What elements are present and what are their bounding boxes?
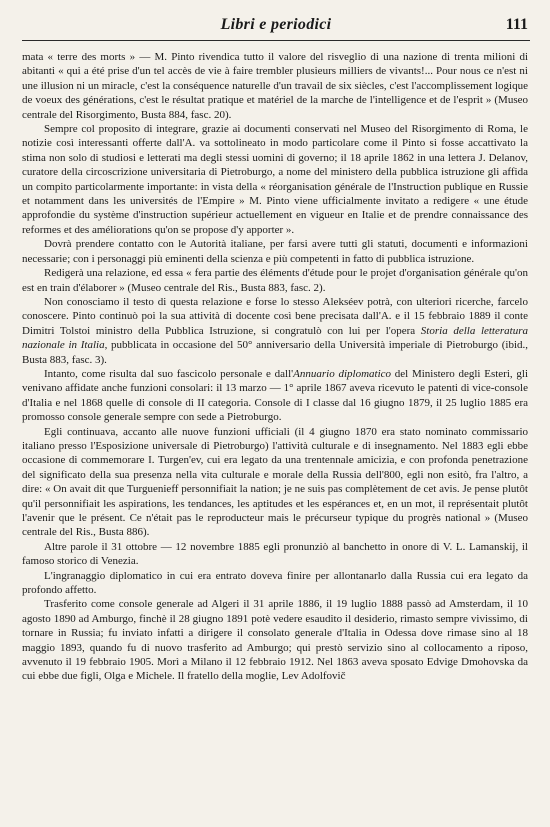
paragraph-text: Sempre col proposito di integrare, grazie ai documenti conservati nel Museo del Risorgimento di Roma, le notizie così interessanti offerte dall'A. va sottolineato in modo particolare come il Pinto si fosse accattivato la stima non solo di studiosi e letterati ma degli stessi uomini di governo; il 18 aprile 1862 in una lettera J. Delanov, curatore della circoscrizione universitaria di Pietroburgo, a nome del ministero della pubblica istruzione gli affida un compito particolarmente importante: in vista della « réorganisation générale de l'Instruction publique en Russie et notamment dans les universités de l'Empire » M. Pinto viene ufficialmente invitato a redigere « une étude approfondie du système d'instruction supérieur actuellement en vigueur en Italie et de prendre connaissance des reformes et des améliorations qu'on se propose d'y apporter ». — [22, 123, 528, 236]
paragraph — [22, 237, 528, 266]
paragraph-text: del Ministero degli Esteri, gli venivano affidate anche funzioni consolari: il 13 marzo — 1° aprile 1867 aveva ricevuto le patenti di vice-console d'Italia e nel 1868 quelle di console di II categoria. Console di I classe dal 16 giugno 1879, il 25 luglio 1885 era promosso console generale sempre con sede a Pietroburgo. — [22, 367, 528, 424]
paragraph — [22, 122, 528, 237]
paragraph — [22, 367, 528, 425]
italic-title-text: Storia della letteratura nazionale in Italia — [22, 324, 528, 352]
paragraph-text: Altre parole il 31 ottobre — 12 novembre 1885 egli pronunziò al banchetto in onore di V. L. Lamanskij, il famoso storico di Venezia. — [22, 540, 528, 568]
paragraph-text: L'ingranaggio diplomatico in cui era entrato doveva finire per allontanarlo dalla Russia cui era legato da profondo affetto. — [22, 569, 528, 597]
paragraph-text: Intanto, come risulta dal suo fascicolo personale e dall' — [44, 367, 294, 380]
paragraph — [22, 425, 528, 540]
paragraph — [22, 540, 528, 569]
paragraph — [22, 295, 528, 367]
paragraph-text: mata « terre des morts » — M. Pinto rivendica tutto il valore del risveglio di una nazione di trenta milioni di abitanti « qui a été prise d'un tel accès de vie à faire trembler plusieurs milliers de vivants!... Pour nous ce n'est ni une illusion ni un miracle, c'est la conséquence naturelle d'un travail de six siècles, c'est l'accomplissement logique de voeux des générations, c'est le résultat pratique et matériel de la marche de l'intelligence et de l'esprit » (Museo centrale del Risorgimento, Busta 884, fasc. 20). — [22, 51, 528, 121]
paragraph-text: Redigerà una relazione, ed essa « fera partie des éléments d'étude pour le projet d'organisation générale qu'on est en train d'élaborer » (Museo centrale del Ris., Busta 883, fasc. 2). — [22, 267, 528, 294]
italic-title-text: Annuario diplomatico — [293, 367, 392, 380]
paragraph — [22, 266, 528, 295]
paragraph — [22, 50, 528, 122]
paragraph-text: Egli continuava, accanto alle nuove funzioni ufficiali (il 4 giugno 1870 era stato nominato commissario italiano presso l'Esposizione universale di Pietroburgo) l'attività culturale e di insegnamento. Nel 1883 egli ebbe occasione di commemorare I. Turgen'ev, cui era legato da una trentennale amicizia, e con profonda penetrazione del significato della sua presenza nella vita culturale e morale della Russia dell'800, egli non esitò, fra l'altro, a dire: « On avait dit que Turguenieff personnifiait la nation; je ne suis pas complètement de cet avis. Je pense plutôt qu'il personnifiait les aspirations, les tendances, les aptitudes et les espérances et, en un mot, il représentait plutôt l'avenir que le présent. Ce n'était pas le reproducteur mais le précurseur typique du progrès national » (Museo centrale del Ris., Busta 886). — [22, 425, 528, 539]
paragraph — [22, 569, 528, 598]
paragraph-text: , pubblicata in occasione del 50° anniversario della Università imperiale di Pietroburgo (ibid., Busta 883, fasc. 3). — [22, 339, 528, 366]
paragraph-text: Trasferito come console generale ad Algeri il 31 aprile 1886, il 19 luglio 1888 passò ad Amsterdam, il 10 agosto 1890 ad Amburgo, finchè il 28 giugno 1891 potè vedere esaudito il desiderio, rimasto sempre vivissimo, di tornare in Russia; fu inviato infatti a dirigere il consolato generale d'Italia in Odessa dove rimase sino al 18 maggio 1893, quando fu di nuovo trasferito ad Amburgo; qui prestò servizio sino al collocamento a riposo, avvenuto il 19 febbraio 1905. Morì a Milano il 12 febbraio 1912. Nel 1863 aveva sposato Edvige Dmohovska da cui ebbe due figli, Olga e Michele. Il fratello della moglie, Lev Adolfovič — [22, 598, 528, 683]
paragraph — [22, 597, 528, 683]
paragraph-text: Non conosciamo il testo di questa relazione e forse lo stesso Alekséev potrà, con ulteriori ricerche, farcelo conoscere. Pinto continuò poi la sua attività di docente così bene precisata dall'A. e il 15 febbraio 1889 il conte Dimitri Tolstoi ministro della Pubblica Istruzione, si congratulò con lui per l'opera — [22, 295, 528, 337]
body-text — [22, 50, 528, 684]
page-header — [22, 12, 530, 41]
running-title: Libri e periodici — [220, 16, 332, 33]
paragraph-text: Dovrà prendere contatto con le Autorità italiane, per farsi avere tutti gli statuti, documenti e informazioni necessarie; con i personaggi più eminenti della scienza e più competenti in fatto di pubblica istruzione. — [22, 238, 528, 265]
page-number: 111 — [505, 16, 528, 33]
